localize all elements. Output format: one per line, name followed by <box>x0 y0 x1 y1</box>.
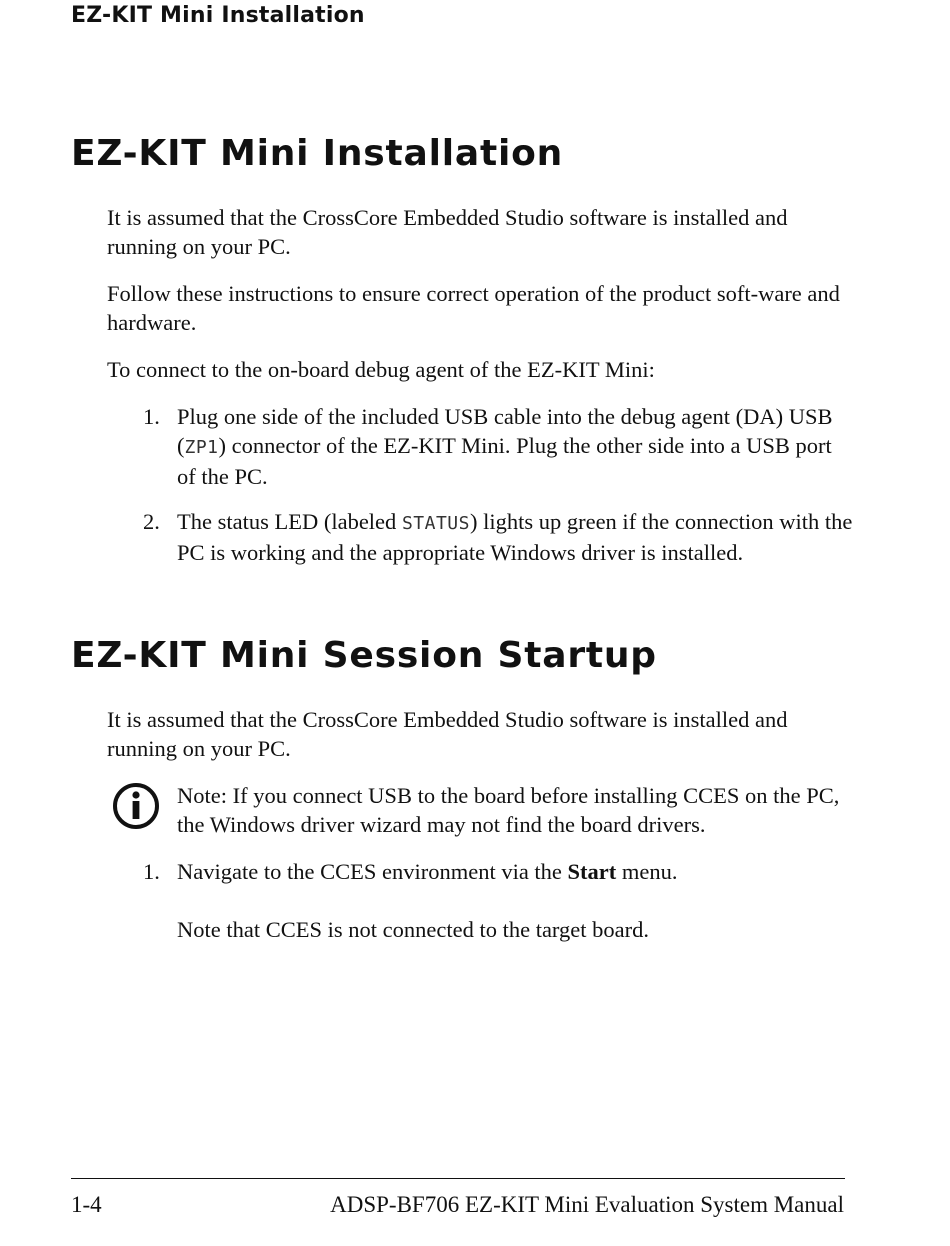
list-item-text: The status LED (labeled STATUS) lights up green if the connection with the PC is working and the appropriate Windows driver is installed. <box>177 509 853 565</box>
paragraph: Follow these instructions to ensure correct operation of the product soft-ware and hardware. <box>107 281 840 335</box>
info-icon <box>111 781 161 831</box>
list-number: 2. <box>143 509 160 534</box>
list-number: 1. <box>143 859 160 884</box>
list-item-followup: Note that CCES is not connected to the target board. <box>177 917 649 942</box>
paragraph: To connect to the on-board debug agent of the EZ-KIT Mini: <box>107 357 655 382</box>
paragraph: It is assumed that the CrossCore Embedded Studio software is installed and running on your PC. <box>107 707 788 761</box>
start-menu-label: Start <box>567 859 617 884</box>
paragraph: It is assumed that the CrossCore Embedded Studio software is installed and running on your PC. <box>107 205 788 259</box>
list-item <box>143 402 853 491</box>
running-header: EZ-KIT Mini Installation <box>71 3 365 28</box>
list-item <box>143 507 853 567</box>
list-number: 1. <box>143 404 160 429</box>
section-heading-session-startup: EZ-KIT Mini Session Startup <box>71 635 657 676</box>
footer-divider <box>71 1178 845 1179</box>
list-item <box>143 857 853 944</box>
page-number: 1-4 <box>71 1192 102 1217</box>
list-item-text: Plug one side of the included USB cable into the debug agent (DA) USB (ZP1) connector of the EZ-KIT Mini. Plug the other side into a USB port of the PC. <box>177 404 833 489</box>
section-heading-installation: EZ-KIT Mini Installation <box>71 133 564 174</box>
led-label-code: STATUS <box>401 513 470 534</box>
manual-title: ADSP-BF706 EZ-KIT Mini Evaluation System Manual <box>330 1192 844 1217</box>
note-text: Note: If you connect USB to the board before installing CCES on the PC, the Windows driver wizard may not find the board drivers. <box>177 783 840 837</box>
list-item-text: Navigate to the CCES environment via the Start menu. <box>177 859 678 884</box>
connector-code: ZP1 <box>184 437 219 458</box>
